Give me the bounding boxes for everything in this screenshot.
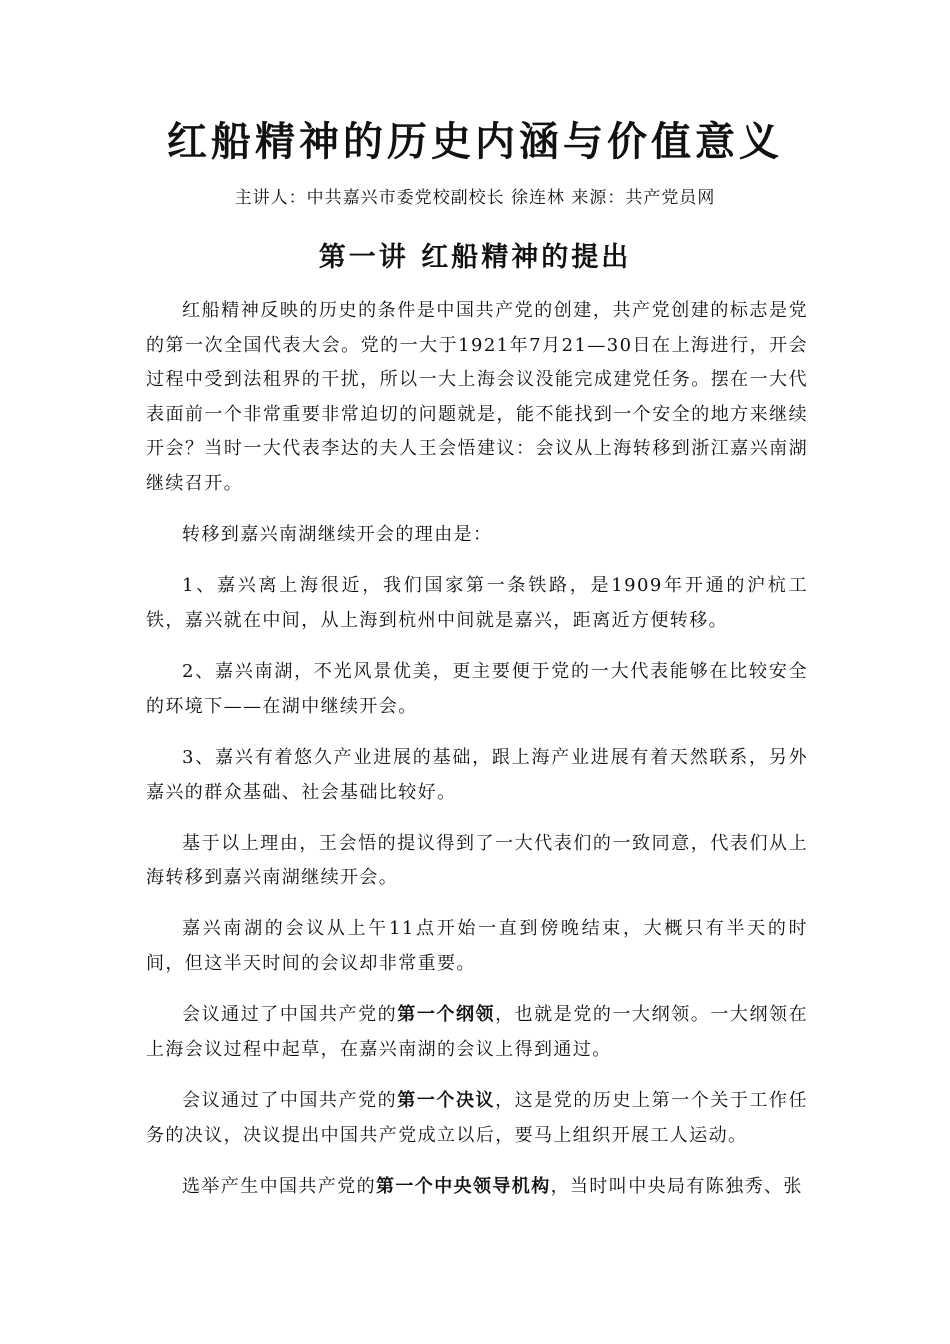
paragraph: 1、嘉兴离上海很近，我们国家第一条铁路，是1909年开通的沪杭工铁，嘉兴就在中间，从上海到杭州中间就是嘉兴，距离近方便转移。 [146,575,808,631]
document-byline: 主讲人：中共嘉兴市委党校副校长 徐连林 来源：共产党员网 [234,188,716,208]
document-body [146,294,808,1221]
paragraph-text: 会议通过了中国共产党的 [182,1090,398,1112]
paragraph-text: ，这是党的历史上第一个关于工作任务的决议，决议提出中国共产党成立以后，要马上组织开展工人运动。 [146,1090,809,1146]
paragraph: 红船精神反映的历史的条件是中国共产党的创建，共产党创建的标志是党的第一次全国代表大会。党的一大于1921年7月21—30日在上海进行，开会过程中受到法租界的干扰，所以一大上海会议没能完成建党任务。摆在一大代表面前一个非常重要非常迫切的问题就是，能不能找到一个安全的地方来继续开会？当时一大代表李达的夫人王会悟建议：会议从上海转移到浙江嘉兴南湖继续召开。 [146,300,808,494]
paragraph [146,998,808,1067]
paragraph-text: 会议通过了中国共产党的 [182,1004,398,1026]
section-heading: 第一讲 红船精神的提出 [318,242,632,273]
paragraph-text: ，当时叫中央局有陈独秀、张 [550,1175,803,1197]
paragraph: 2、嘉兴南湖，不光风景优美，更主要便于党的一大代表能够在比较安全的环境下——在湖中继续开会。 [146,661,808,717]
paragraph: 转移到嘉兴南湖继续开会的理由是： [182,524,493,546]
bold-phrase: 第一个决议 [397,1090,496,1112]
document-title: 红船精神的历史内涵与价值意义 [167,118,783,165]
paragraph [146,1170,808,1205]
paragraph-text: ，也就是党的一大纲领。一大纲领在上海会议过程中起草，在嘉兴南湖的会议上得到通过。 [146,1004,809,1060]
bold-phrase: 第一个纲领 [397,1004,496,1026]
paragraph: 基于以上理由，王会悟的提议得到了一大代表们的一致同意，代表们从上海转移到嘉兴南湖继续开会。 [146,832,808,889]
paragraph [146,1084,808,1153]
bold-phrase: 第一个中央领导机构 [376,1175,551,1197]
paragraph: 3、嘉兴有着悠久产业进展的基础，跟上海产业进展有着天然联系，另外嘉兴的群众基础、社会基础比较好。 [146,746,808,803]
paragraph: 嘉兴南湖的会议从上午11点开始一直到傍晚结束，大概只有半天的时间，但这半天时间的会议却非常重要。 [146,918,808,975]
paragraph-text: 选举产生中国共产党的 [182,1175,376,1197]
